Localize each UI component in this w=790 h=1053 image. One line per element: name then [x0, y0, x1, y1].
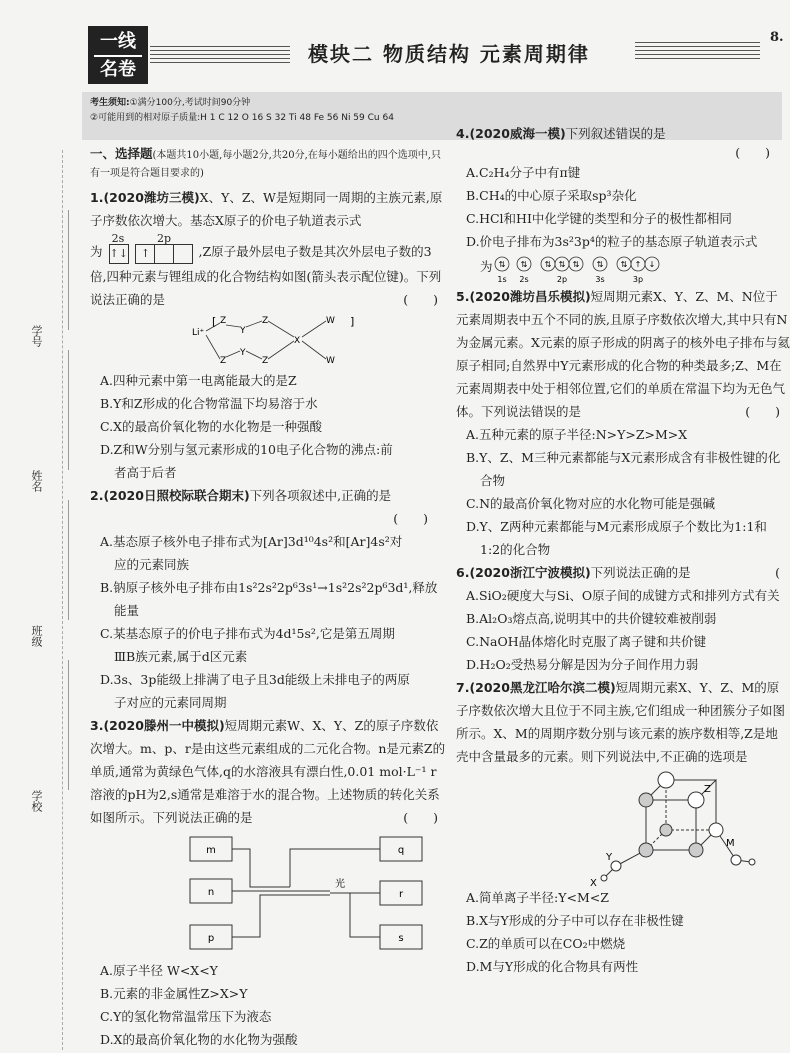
q5-option-b-line1: B.Y、Z、M三种元素都能与X元素形成含有非极性键的化 — [466, 450, 781, 465]
q5-stem — [456, 285, 790, 423]
q3-option-d: D.X的最高价氧化物的水化物为强酸 — [100, 1031, 298, 1047]
fig-bonds — [206, 321, 326, 359]
q1-structure-svg — [190, 311, 430, 369]
orbital-2p — [135, 231, 192, 265]
q4-orb-1s: 1s — [497, 275, 507, 284]
q4-orbital-figure — [456, 253, 790, 285]
q2-tag: (2020日照校际联合期末) — [103, 487, 250, 503]
fig-w1: W — [326, 315, 335, 326]
q3-answer-paren: ( ) — [403, 809, 438, 825]
fig-bracket-right: ] — [350, 314, 355, 328]
q3-tag: (2020滕州一中模拟) — [103, 717, 225, 733]
label-m: m — [206, 844, 216, 856]
svg-text:⇅: ⇅ — [620, 260, 628, 269]
q5-option-c: C.N的最高价氧化物对应的水化物可能是强碱 — [466, 496, 716, 511]
q6-option-a: A.SiO₂硬度大与Si、O原子间的成键方式和排列方式有关 — [466, 588, 780, 603]
binding-line — [62, 150, 63, 1050]
left-column — [90, 146, 448, 1051]
q2-option-b-line2: 能量 — [114, 602, 140, 618]
q5-option-a: A.五种元素的原子半径:N>Y>Z>M>X — [466, 427, 688, 442]
orbital-2s-box: ↑↓ — [109, 244, 129, 264]
q3-option-c: C.Y的氢化物常温常压下为液态 — [100, 1008, 272, 1024]
q6-num: 6. — [456, 565, 470, 580]
q3-figure — [90, 829, 448, 959]
q4-option-c: C.HCl和HI中化学键的类型和分子的极性都相同 — [466, 211, 732, 226]
q7-option-d: D.M与Y形成的化合物具有两性 — [466, 959, 639, 974]
svg-text:⇅: ⇅ — [520, 260, 528, 269]
q2-option-c-line2: ⅢB族元素,属于d区元素 — [114, 648, 248, 664]
fig-z4: Z — [262, 355, 269, 366]
orbital-2s-label: 2s — [111, 231, 125, 245]
q4-tag: (2020威海一模) — [469, 126, 566, 141]
q3-stem-text: 短周期元素W、X、Y、Z的原子序数依次增大。m、p、r是由这些元素组成的二元化合物。n是元素Z的单质,通常为黄绿色气体,q的水溶液具有漂白性,0.01 mol·L⁻¹ r溶液的pH为2,s通常是难溶于水的混合物。上述物质的转化关系如图所示。下列说法正确的是 — [90, 717, 446, 825]
q5-option-d-line1: D.Y、Z两种元素都能与M元素形成原子个数比为1:1和 — [466, 519, 767, 534]
notice-line1: ①满分100分,考试时间90分钟 — [129, 98, 251, 108]
blank-line-xingming — [68, 350, 69, 470]
q3-option-a: A.原子半径 W<X<Y — [100, 962, 218, 978]
logo-line2: 名卷 — [100, 59, 136, 80]
q1-stem1: X、Y、Z、W是短期同一周期的主族元素,原子序数依次增大。基态X原子的价电子轨道表示式 — [90, 190, 443, 228]
side-label-xuehao: 学号 — [30, 325, 43, 347]
fig-li: Li⁺ — [192, 327, 205, 338]
q3-option-b: B.元素的非金属性Z>X>Y — [100, 985, 248, 1001]
title-deco-right — [635, 42, 760, 60]
q5-option-b-line2: 合物 — [480, 473, 506, 488]
q2-option-a-line1: A.基态原子核外电子排布式为[Ar]3d¹⁰4s²和[Ar]4s²对 — [100, 533, 403, 549]
q2-option-d-line2: 子对应的元素同周期 — [114, 694, 227, 710]
svg-text:⇅: ⇅ — [558, 260, 566, 269]
q5-option-d-line2: 1:2的化合物 — [480, 542, 551, 557]
q4-answer-paren: ( ) — [735, 145, 770, 160]
q7-label-y: Y — [606, 852, 613, 863]
side-label-xuexiao: 学校 — [30, 790, 43, 812]
q7-cluster-svg — [586, 770, 776, 888]
q6-stem-text: 下列说法正确的是 — [590, 565, 691, 580]
q1-tag: (2020潍坊三模) — [103, 190, 200, 205]
q4-orb-3s: 3s — [595, 275, 605, 284]
q4-option-b: B.CH₄的中心原子采取sp³杂化 — [466, 188, 637, 203]
blank-line-xuehao — [68, 210, 69, 330]
orbital-2p-box1: ↑ — [135, 244, 155, 264]
label-light: 光 — [335, 878, 345, 890]
side-label-banji: 班级 — [30, 625, 43, 647]
q1-option-a: A.四种元素中第一电离能最大的是Z — [100, 372, 297, 388]
fig-bracket-left: [ — [212, 314, 217, 328]
q7-label-m: M — [726, 838, 735, 849]
q6-option-c: C.NaOH晶体熔化时克服了离子键和共价键 — [466, 634, 707, 649]
fig-x: X — [294, 335, 301, 346]
side-label-xingming: 姓名 — [30, 470, 43, 492]
fig-y2: Y — [240, 347, 246, 358]
module-title: 模块二 物质结构 元素周期律 — [308, 42, 590, 66]
blank-line-banji — [68, 500, 69, 620]
q1-option-d-line2: 者高于后者 — [114, 464, 177, 480]
q4-num: 4. — [456, 126, 470, 141]
q1-num: 1. — [90, 190, 104, 205]
q3-num: 3. — [90, 717, 104, 733]
q5-num: 5. — [456, 289, 470, 304]
label-s: s — [398, 932, 404, 944]
q6-stem — [456, 561, 790, 584]
fig-z2: Z — [220, 355, 227, 366]
q1-option-b: B.Y和Z形成的化合物常温下均易溶于水 — [100, 395, 318, 411]
label-p: p — [207, 932, 215, 944]
fig-z1: Z — [220, 315, 227, 326]
q2-stem-text: 下列各项叙述中,正确的是 — [249, 487, 392, 503]
q4-orbital-svg — [492, 253, 722, 285]
q5-answer-paren: ( ) — [745, 404, 780, 419]
svg-text:⇅: ⇅ — [596, 260, 604, 269]
logo-divider — [94, 55, 142, 57]
q3-stem — [90, 714, 448, 829]
section-desc: (本题共10小题,每小题2分,共20分,在每小题给出的四个选项中,只有一项是符合题目要求的) — [90, 150, 441, 179]
notice-label: 考生须知: — [90, 98, 130, 108]
section-header — [90, 146, 448, 182]
q7-option-c: C.Z的单质可以在CO₂中燃烧 — [466, 936, 626, 951]
q1-option-d-line1: D.Z和W分别与氢元素形成的10电子化合物的沸点:前 — [100, 441, 393, 457]
logo — [88, 26, 148, 84]
q6-option-d: D.H₂O₂受热易分解是因为分子间作用力弱 — [466, 657, 699, 672]
svg-text:⇅: ⇅ — [544, 260, 552, 269]
line-m — [232, 849, 290, 887]
q2-option-d-line1: D.3s、3p能级上排满了电子且3d能级上未排电子的两原 — [100, 671, 410, 687]
svg-text:↓: ↓ — [648, 260, 656, 269]
q5-tag: (2020潍坊昌乐模拟) — [469, 289, 591, 304]
svg-text:⇅: ⇅ — [572, 260, 580, 269]
notice-line2: ②可能用到的相对原子质量:H 1 C 12 O 16 S 32 Ti 48 Fe 56 Ni 59 Cu 64 — [90, 113, 394, 123]
q5-stem-text: 短周期元素X、Y、Z、M、N位于元素周期表中五个不同的族,且原子序数依次增大,其中只有N为金属元素。X元素的原子形成的阴离子的核外电子排布与氦原子相同;自然界中Y元素形成的化合物的种类最多;Z、M在元素周期表中处于相邻位置,它们的单质在常温下均为无色气体。下列说法错误的是 — [456, 289, 790, 419]
label-n: n — [207, 886, 215, 898]
q1-answer-paren: ( ) — [403, 291, 438, 307]
orbital-2s — [109, 231, 128, 265]
line-to-s — [350, 893, 380, 937]
orbital-2p-label: 2p — [156, 231, 171, 245]
q6-answer-paren: ( — [775, 565, 780, 580]
title-deco-left — [150, 46, 290, 64]
q7-option-a: A.简单离子半径:Y<M<Z — [466, 890, 609, 905]
fig-w2: W — [326, 355, 335, 366]
q7-label-x: X — [590, 878, 597, 888]
q2-num: 2. — [90, 487, 104, 503]
line-p — [232, 895, 330, 937]
q4-orb-3p: 3p — [632, 275, 644, 284]
q7-tag: (2020黑龙江哈尔滨二模) — [469, 680, 616, 695]
q1-stem2: ,Z原子最外层电子数是其次外层电子数的3倍,四种元素与锂组成的化合物结构如图(箭头表示配位键)。下列说法正确的是 — [90, 244, 442, 307]
q1-option-c: C.X的最高价氧化物的水化物是一种强酸 — [100, 418, 322, 434]
fig-y1: Y — [240, 325, 246, 336]
q6-option-b: B.Al₂O₃熔点高,说明其中的共价键较难被削弱 — [466, 611, 717, 626]
svg-text:⇅: ⇅ — [498, 260, 506, 269]
q6-tag: (2020浙江宁波模拟) — [469, 565, 591, 580]
q1-figure — [90, 311, 448, 369]
q7-num: 7. — [456, 680, 470, 695]
q4-wei: 为 — [480, 259, 493, 274]
q3-flow-svg — [180, 833, 440, 963]
q4-orb-2s: 2s — [519, 275, 529, 284]
q2-stem — [90, 484, 448, 507]
fig-z3: Z — [262, 315, 269, 326]
q7-figure — [456, 768, 790, 886]
q4-option-d: D.价电子排布为3s²3p⁴的粒子的基态原子轨道表示式 — [466, 234, 758, 249]
q7-stem — [456, 676, 790, 768]
q1-orbital-line — [90, 231, 448, 311]
logo-line1: 一线 — [100, 31, 136, 52]
q2-answer-paren: ( ) — [393, 510, 428, 526]
svg-text:↑: ↑ — [634, 260, 642, 269]
q4-orb-2p: 2p — [556, 275, 568, 284]
right-column — [456, 122, 790, 978]
q2-option-a-line2: 应的元素同族 — [114, 556, 190, 572]
label-r: r — [398, 888, 404, 900]
q7-label-z: Z — [704, 784, 711, 795]
q4-stem-text: 下列叙述错误的是 — [565, 126, 666, 141]
q7-stem-text: 短周期元素X、Y、Z、M的原子序数依次增大且位于不同主族,它们组成一种团簇分子如图所示。X、M的周期序数分别与该元素的族序数相等,Z是地壳中含量最多的元素。则下列说法中,不正确的选项是 — [456, 680, 785, 764]
q7-option-b: B.X与Y形成的分子中可以存在非极性键 — [466, 913, 684, 928]
q1-wei: 为 — [90, 244, 103, 259]
q1-stem — [90, 186, 448, 232]
q4-stem — [456, 122, 790, 145]
blank-line-xuexiao — [68, 660, 69, 790]
q2-option-b-line1: B.钠原子核外电子排布由1s²2s²2p⁶3s¹→1s²2s²2p⁶3d¹,释放 — [100, 579, 438, 595]
label-q: q — [397, 844, 405, 856]
q4-option-a: A.C₂H₄分子中有π键 — [466, 165, 581, 180]
q2-option-c-line1: C.某基态原子的价电子排布式为4d¹5s²,它是第五周期 — [100, 625, 395, 641]
section-title: 一、选择题 — [90, 146, 153, 161]
title-banner — [150, 34, 760, 76]
page-number: 8. — [770, 30, 784, 45]
